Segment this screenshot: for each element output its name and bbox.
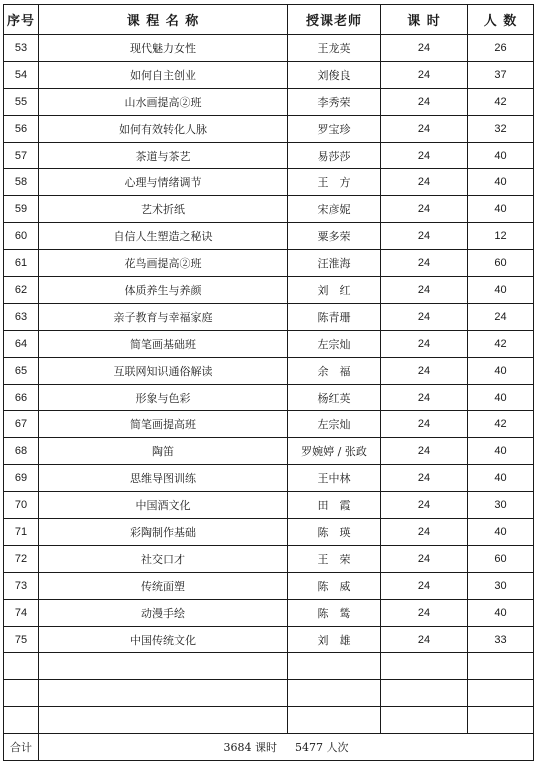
cell-people: 30 (468, 492, 534, 519)
course-table (3, 4, 534, 761)
cell-hours: 24 (381, 384, 468, 411)
cell-teacher: 王 荣 (288, 545, 381, 572)
header-no: 序号 (4, 5, 39, 35)
blank-cell (4, 653, 39, 680)
total-row (4, 734, 534, 761)
cell-course: 心理与情绪调节 (39, 169, 288, 196)
cell-course: 茶道与茶艺 (39, 142, 288, 169)
cell-people: 42 (468, 88, 534, 115)
cell-course: 中国酒文化 (39, 492, 288, 519)
cell-course: 社交口才 (39, 545, 288, 572)
cell-no: 56 (4, 115, 39, 142)
blank-cell (288, 653, 381, 680)
cell-people: 40 (468, 277, 534, 304)
cell-hours: 24 (381, 572, 468, 599)
cell-no: 67 (4, 411, 39, 438)
cell-hours: 24 (381, 465, 468, 492)
cell-course: 现代魅力女性 (39, 35, 288, 62)
cell-teacher: 罗宝珍 (288, 115, 381, 142)
cell-no: 75 (4, 626, 39, 653)
cell-teacher: 陈 鸶 (288, 599, 381, 626)
cell-course: 动漫手绘 (39, 599, 288, 626)
table-row (4, 384, 534, 411)
cell-teacher: 王龙英 (288, 35, 381, 62)
cell-hours: 24 (381, 303, 468, 330)
table-row (4, 519, 534, 546)
cell-teacher: 刘 红 (288, 277, 381, 304)
cell-no: 63 (4, 303, 39, 330)
table-row (4, 61, 534, 88)
cell-teacher: 王中林 (288, 465, 381, 492)
blank-cell (468, 653, 534, 680)
blank-cell (381, 707, 468, 734)
cell-people: 40 (468, 519, 534, 546)
cell-no: 53 (4, 35, 39, 62)
cell-people: 60 (468, 250, 534, 277)
cell-hours: 24 (381, 115, 468, 142)
cell-teacher: 左宗灿 (288, 411, 381, 438)
cell-no: 74 (4, 599, 39, 626)
cell-hours: 24 (381, 142, 468, 169)
cell-course: 形象与色彩 (39, 384, 288, 411)
cell-people: 42 (468, 330, 534, 357)
total-people: 5477 人次 (295, 741, 349, 755)
cell-people: 40 (468, 169, 534, 196)
blank-cell (381, 680, 468, 707)
cell-no: 57 (4, 142, 39, 169)
blank-cell (39, 707, 288, 734)
total-label: 合计 (4, 734, 39, 761)
cell-people: 40 (468, 599, 534, 626)
cell-no: 69 (4, 465, 39, 492)
cell-no: 66 (4, 384, 39, 411)
cell-teacher: 李秀荣 (288, 88, 381, 115)
cell-no: 60 (4, 223, 39, 250)
table-body (4, 35, 534, 734)
cell-hours: 24 (381, 223, 468, 250)
table-row (4, 35, 534, 62)
cell-teacher: 杨红英 (288, 384, 381, 411)
table-row (4, 88, 534, 115)
cell-hours: 24 (381, 492, 468, 519)
cell-people: 60 (468, 545, 534, 572)
cell-hours: 24 (381, 599, 468, 626)
cell-teacher: 王 方 (288, 169, 381, 196)
cell-no: 58 (4, 169, 39, 196)
cell-hours: 24 (381, 411, 468, 438)
cell-no: 68 (4, 438, 39, 465)
table-row (4, 196, 534, 223)
cell-course: 花鸟画提高②班 (39, 250, 288, 277)
cell-teacher: 罗婉婷 / 张政 (288, 438, 381, 465)
table-row (4, 169, 534, 196)
cell-no: 73 (4, 572, 39, 599)
cell-teacher: 宋彦妮 (288, 196, 381, 223)
table-row (4, 572, 534, 599)
cell-course: 如何自主创业 (39, 61, 288, 88)
table-row (4, 599, 534, 626)
cell-course: 陶笛 (39, 438, 288, 465)
cell-no: 72 (4, 545, 39, 572)
cell-teacher: 余 福 (288, 357, 381, 384)
cell-hours: 24 (381, 438, 468, 465)
cell-course: 如何有效转化人脉 (39, 115, 288, 142)
blank-cell (381, 653, 468, 680)
blank-cell (4, 707, 39, 734)
total-hours: 3684 课时 (223, 741, 277, 755)
cell-hours: 24 (381, 61, 468, 88)
table-row (4, 492, 534, 519)
table-row (4, 277, 534, 304)
header-people: 人 数 (468, 5, 534, 35)
blank-cell (4, 680, 39, 707)
cell-course: 中国传统文化 (39, 626, 288, 653)
cell-people: 33 (468, 626, 534, 653)
cell-people: 32 (468, 115, 534, 142)
cell-course: 互联网知识通俗解读 (39, 357, 288, 384)
table-row (4, 357, 534, 384)
cell-no: 62 (4, 277, 39, 304)
cell-no: 64 (4, 330, 39, 357)
cell-people: 24 (468, 303, 534, 330)
table-row (4, 303, 534, 330)
cell-no: 61 (4, 250, 39, 277)
cell-hours: 24 (381, 196, 468, 223)
cell-teacher: 粟多荣 (288, 223, 381, 250)
cell-course: 彩陶制作基础 (39, 519, 288, 546)
cell-teacher: 陈 威 (288, 572, 381, 599)
cell-no: 59 (4, 196, 39, 223)
blank-cell (39, 653, 288, 680)
cell-hours: 24 (381, 277, 468, 304)
table-row (4, 438, 534, 465)
cell-course: 自信人生塑造之秘诀 (39, 223, 288, 250)
cell-hours: 24 (381, 88, 468, 115)
cell-hours: 24 (381, 545, 468, 572)
table-row (4, 250, 534, 277)
blank-row (4, 653, 534, 680)
blank-cell (468, 680, 534, 707)
blank-row (4, 680, 534, 707)
table-row (4, 465, 534, 492)
cell-course: 亲子教育与幸福家庭 (39, 303, 288, 330)
cell-course: 体质养生与养颜 (39, 277, 288, 304)
cell-hours: 24 (381, 519, 468, 546)
table-row (4, 142, 534, 169)
cell-no: 71 (4, 519, 39, 546)
cell-course: 思维导图训练 (39, 465, 288, 492)
cell-teacher: 刘 雄 (288, 626, 381, 653)
total-summary (39, 734, 534, 761)
cell-people: 30 (468, 572, 534, 599)
cell-hours: 24 (381, 35, 468, 62)
cell-people: 40 (468, 357, 534, 384)
cell-hours: 24 (381, 330, 468, 357)
cell-hours: 24 (381, 357, 468, 384)
cell-hours: 24 (381, 169, 468, 196)
cell-teacher: 刘俊良 (288, 61, 381, 88)
cell-teacher: 陈青珊 (288, 303, 381, 330)
cell-course: 艺术折纸 (39, 196, 288, 223)
cell-hours: 24 (381, 626, 468, 653)
cell-people: 40 (468, 465, 534, 492)
cell-teacher: 汪淮海 (288, 250, 381, 277)
cell-course: 传统面塑 (39, 572, 288, 599)
cell-people: 40 (468, 142, 534, 169)
cell-people: 12 (468, 223, 534, 250)
cell-hours: 24 (381, 250, 468, 277)
blank-row (4, 707, 534, 734)
cell-no: 55 (4, 88, 39, 115)
header-row (4, 5, 534, 35)
table-row (4, 223, 534, 250)
cell-course: 山水画提高②班 (39, 88, 288, 115)
table-row (4, 411, 534, 438)
blank-cell (288, 707, 381, 734)
cell-people: 40 (468, 384, 534, 411)
cell-course: 简笔画提高班 (39, 411, 288, 438)
cell-people: 40 (468, 438, 534, 465)
cell-teacher: 易莎莎 (288, 142, 381, 169)
cell-people: 26 (468, 35, 534, 62)
cell-teacher: 左宗灿 (288, 330, 381, 357)
cell-no: 54 (4, 61, 39, 88)
blank-cell (468, 707, 534, 734)
table-row (4, 115, 534, 142)
cell-no: 65 (4, 357, 39, 384)
header-course: 课 程 名 称 (39, 5, 288, 35)
table-row (4, 545, 534, 572)
cell-people: 37 (468, 61, 534, 88)
table-row (4, 330, 534, 357)
cell-course: 简笔画基础班 (39, 330, 288, 357)
cell-no: 70 (4, 492, 39, 519)
cell-teacher: 田 霞 (288, 492, 381, 519)
course-table-sheet (3, 4, 533, 761)
cell-people: 42 (468, 411, 534, 438)
cell-people: 40 (468, 196, 534, 223)
cell-teacher: 陈 瑛 (288, 519, 381, 546)
blank-cell (288, 680, 381, 707)
blank-cell (39, 680, 288, 707)
header-hours: 课 时 (381, 5, 468, 35)
table-row (4, 626, 534, 653)
header-teacher: 授课老师 (288, 5, 381, 35)
